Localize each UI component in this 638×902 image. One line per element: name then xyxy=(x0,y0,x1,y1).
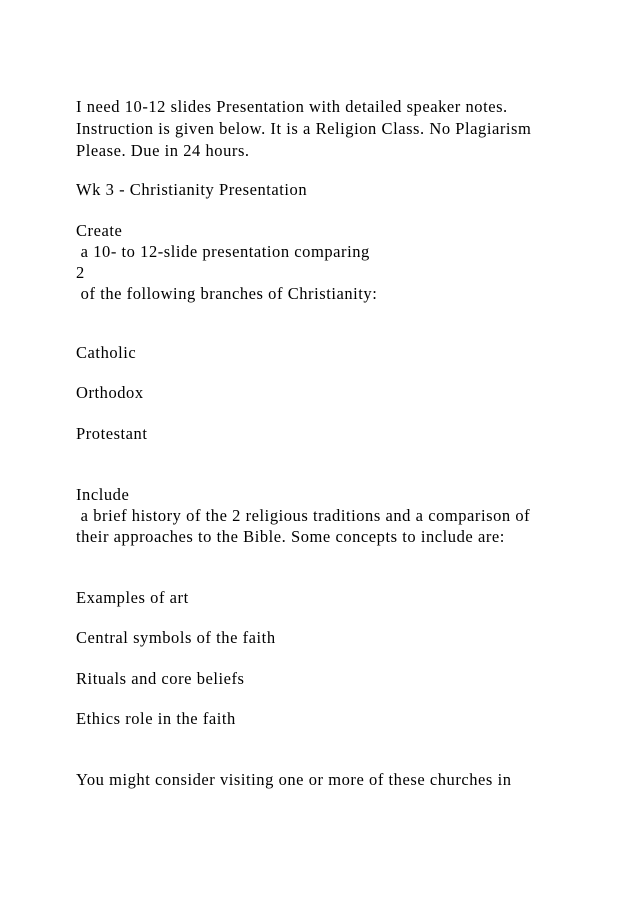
create-line-3: 2 xyxy=(76,263,85,282)
create-line-4: of the following branches of Christianity: xyxy=(76,284,378,303)
include-line-3: their approaches to the Bible. Some concepts to include are: xyxy=(76,527,505,546)
branch-item-catholic: Catholic xyxy=(76,343,137,362)
create-line-1: Create xyxy=(76,221,123,240)
concept-item-symbols: Central symbols of the faith xyxy=(76,628,276,647)
intro-line-2: Instruction is given below. It is a Religion Class. No Plagiarism xyxy=(76,119,532,138)
assignment-heading: Wk 3 - Christianity Presentation xyxy=(76,180,308,199)
include-line-1: Include xyxy=(76,485,130,504)
concept-item-art: Examples of art xyxy=(76,588,189,607)
intro-line-1: I need 10-12 slides Presentation with detailed speaker notes. xyxy=(76,97,508,116)
concept-item-rituals: Rituals and core beliefs xyxy=(76,669,245,688)
intro-line-3: Please. Due in 24 hours. xyxy=(76,141,250,160)
include-line-2: a brief history of the 2 religious traditions and a comparison of xyxy=(76,506,531,525)
branch-item-protestant: Protestant xyxy=(76,424,148,443)
create-line-2: a 10- to 12-slide presentation comparing xyxy=(76,242,370,261)
branch-item-orthodox: Orthodox xyxy=(76,383,144,402)
closing-line: You might consider visiting one or more of these churches in xyxy=(76,770,512,789)
concept-item-ethics: Ethics role in the faith xyxy=(76,709,236,728)
